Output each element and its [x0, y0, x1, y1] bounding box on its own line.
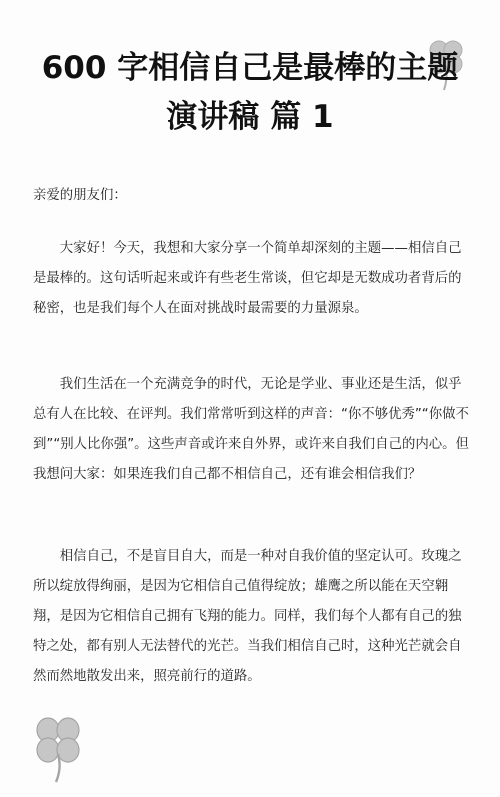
page-title-line-1: 600 字相信自己是最棒的主题 — [41, 50, 459, 86]
paragraph-3: 相信自己，不是盲目自大，而是一种对自我价值的坚定认可。玫瑰之所以绽放得绚丽，是因为它相信自己值得绽放；雄鹰之所以能在天空翱翔，是因为它相信自己拥有飞翔的能力。同样，我们每个人都有自己的独特之处，都有别人无法替代的光芒。当我们相信自己时，这种光芒就会自然而然地散发出来，照亮前行的道路。 — [33, 549, 462, 684]
greeting: 亲爱的朋友们： — [33, 188, 127, 203]
four-leaf-clover-icon — [28, 712, 88, 784]
paragraph-2: 我们生活在一个充满竞争的时代，无论是学业、事业还是生活，似乎总有人在比较、在评判。我们常常听到这样的声音：“你不够优秀”“你做不到”“别人比你强”。这些声音或许来自外界，或许来自我们自己的内心。但我想问大家：如果连我们自己都不相信自己，还有谁会相信我们？ — [33, 377, 469, 482]
paragraph-1: 大家好！今天，我想和大家分享一个简单却深刻的主题——相信自己是最棒的。这句话听起来或许有些老生常谈，但它却是无数成功者背后的秘密，也是我们每个人在面对挑战时最需要的力量源泉。 — [33, 241, 462, 316]
page-title-line-2: 演讲稿 篇 1 — [166, 99, 334, 135]
